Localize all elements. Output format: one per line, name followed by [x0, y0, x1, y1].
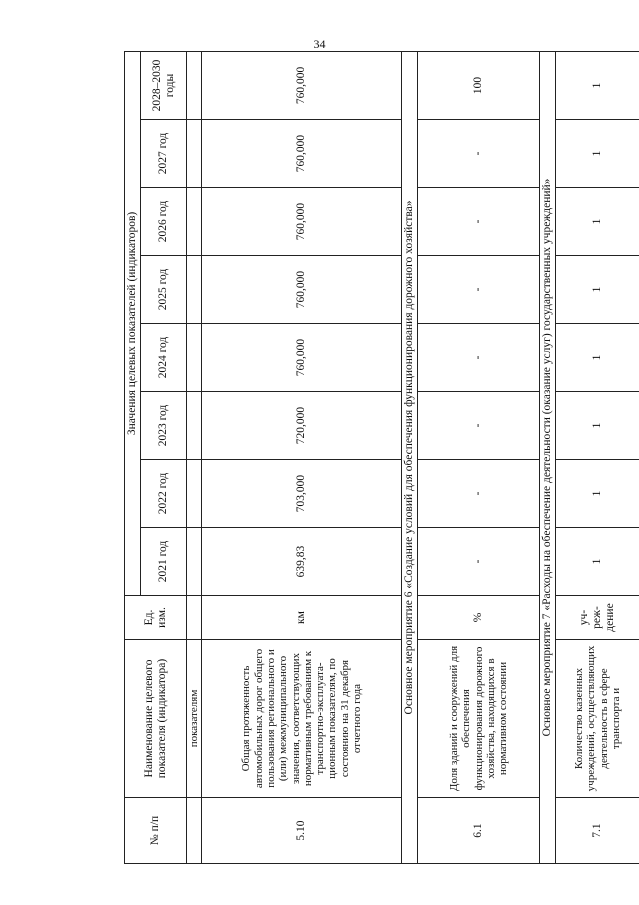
cont-val-cell	[187, 51, 202, 119]
row-6-1-value-2024: -	[418, 324, 540, 392]
cont-val-cell	[187, 392, 202, 460]
cont-val-cell	[187, 256, 202, 324]
cont-unit-cell	[187, 596, 202, 640]
row-5-10-value-2023: 720,000	[202, 392, 402, 460]
row-5-10-name: Общая протяженность автомобильных дорог общего пользования регионального и (или) межмуниципального значения, соответствующих нормативным требованиям к транспортно-эксплуата-ционным показателям, по состоянию на 31 декабря отчетного года	[202, 640, 402, 798]
row-6-1-value-2028-2030: 100	[418, 51, 540, 119]
row-5-10-no: 5.10	[202, 798, 402, 864]
row-7-1-value-2021: 1	[556, 528, 639, 596]
table-row-5-10	[202, 51, 402, 863]
row-5-10-value-2024: 760,000	[202, 324, 402, 392]
row-7-1-no: 7.1	[556, 798, 639, 864]
row-5-10-value-2026: 760,000	[202, 188, 402, 256]
row-7-1-value-2025: 1	[556, 256, 639, 324]
row-7-1-value-2022: 1	[556, 460, 639, 528]
section-6-title: Основное мероприятие 6 «Создание условий для обеспечения функционирования дорожного хозяйства»	[402, 51, 418, 863]
header-unit: Ед. изм.	[125, 596, 187, 640]
row-5-10-unit: км	[202, 596, 402, 640]
row-7-1-unit: уч-реж-дение	[556, 596, 639, 640]
section-row-7	[540, 51, 556, 863]
row-6-1-unit: %	[418, 596, 540, 640]
header-name: Наименование целевого показателя (индикатора)	[125, 640, 187, 798]
row-5-10-value-2027: 760,000	[202, 120, 402, 188]
cont-val-cell	[187, 460, 202, 528]
header-year-2027: 2027 год	[141, 120, 187, 188]
row-5-10-value-2025: 760,000	[202, 256, 402, 324]
row-5-10-value-2028-2030: 760,000	[202, 51, 402, 119]
table-row-6-1	[418, 51, 540, 863]
cont-val-cell	[187, 324, 202, 392]
header-year-2021: 2021 год	[141, 528, 187, 596]
header-year-2025: 2025 год	[141, 256, 187, 324]
section-row-6	[402, 51, 418, 863]
row-6-1-no: 6.1	[418, 798, 540, 864]
row-7-1-value-2023: 1	[556, 392, 639, 460]
header-year-2024: 2024 год	[141, 324, 187, 392]
header-no: № п/п	[125, 798, 187, 864]
row-6-1-value-2027: -	[418, 120, 540, 188]
row-6-1-value-2026: -	[418, 188, 540, 256]
section-7-title: Основное мероприятие 7 «Расходы на обеспечение деятельности (оказание услуг) государственных учреждений»	[540, 51, 556, 863]
cont-val-cell	[187, 188, 202, 256]
header-year-2022: 2022 год	[141, 460, 187, 528]
cont-val-cell	[187, 120, 202, 188]
row-7-1-value-2027: 1	[556, 120, 639, 188]
row-7-1-value-2024: 1	[556, 324, 639, 392]
cont-val-cell	[187, 528, 202, 596]
cont-name-cell: показателям	[187, 640, 202, 798]
row-7-1-value-2028-2030: 1	[556, 51, 639, 119]
row-6-1-value-2021: -	[418, 528, 540, 596]
row-7-1-value-2026: 1	[556, 188, 639, 256]
row-6-1-value-2022: -	[418, 460, 540, 528]
table-row-7-1	[556, 51, 639, 863]
row-6-1-value-2025: -	[418, 256, 540, 324]
indicators-table	[124, 51, 639, 864]
cont-no-cell	[187, 798, 202, 864]
row-5-10-value-2021: 639,83	[202, 528, 402, 596]
header-values-group: Значения целевых показателей (индикаторов)	[125, 51, 141, 595]
page-number: 34	[313, 37, 326, 51]
row-5-10-value-2022: 703,000	[202, 460, 402, 528]
table-row-continuation	[187, 51, 202, 863]
header-row-group	[125, 51, 141, 863]
header-year-2026: 2026 год	[141, 188, 187, 256]
header-year-2028-2030: 2028–2030 годы	[141, 51, 187, 119]
row-7-1-name: Количество казенных учреждений, осуществляющих деятельность в сфере транспорта и	[556, 640, 639, 798]
row-6-1-value-2023: -	[418, 392, 540, 460]
rotated-table-container	[124, 52, 629, 864]
header-year-2023: 2023 год	[141, 392, 187, 460]
row-6-1-name: Доля зданий и сооружений для обеспечения функционирования дорожного хозяйства, находящихся в нормативном состоянии	[418, 640, 540, 798]
